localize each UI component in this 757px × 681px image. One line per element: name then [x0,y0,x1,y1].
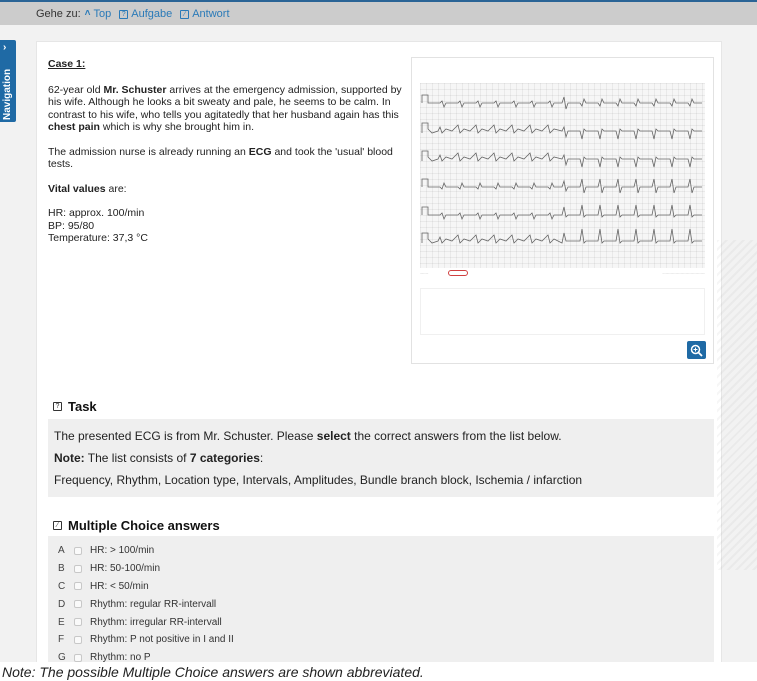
vital-temperature: Temperature: 37,3 °C [48,232,148,244]
edit-square-icon: ∕ [53,521,62,530]
navigation-label: Navigation [2,68,13,120]
answer-option-f[interactable]: F Rhythm: P not positive in I and II [58,634,234,646]
goto-top-link[interactable]: ˄ Top [84,8,112,20]
case-paragraph-1: 62-year old Mr. Schuster arrives at the emergency admission, supported by his wife. Although he looks a bit sweaty and pale, he seems to be calm. In contrast to his wife, who tells you agitatedly that her husband again has this chest pain which is why she brought him in. [48,83,402,133]
goto-label: Gehe zu: [36,8,81,20]
navigation-toggle[interactable] [0,40,16,122]
goto-bar [0,0,757,25]
goto-task-link[interactable]: ? Aufgabe [119,8,172,20]
chevron-right-icon: › [3,42,7,53]
answer-checkbox[interactable] [74,582,82,590]
case-description [48,58,408,245]
answers-heading: ∕ Multiple Choice answers [53,518,220,533]
task-note: Note: The list consists of 7 categories: [54,451,264,465]
answer-option-e[interactable]: E Rhythm: irregular RR-intervall [58,616,222,628]
case-title: Case 1: [48,58,86,70]
answer-checkbox[interactable] [74,618,82,626]
task-instruction: The presented ECG is from Mr. Schuster. Please select the correct answers from the list below. [54,429,562,443]
vital-hr: HR: approx. 100/min [48,207,145,219]
task-categories: Frequency, Rhythm, Location type, Intervals, Amplitudes, Bundle branch block, Ischemia / infarction [54,473,583,487]
edit-square-icon: ∕ [180,10,189,19]
answer-checkbox[interactable] [74,547,82,555]
goto-nav [36,8,234,20]
vital-bp: BP: 95/80 [48,219,95,232]
answer-checkbox[interactable] [74,565,82,573]
answer-option-g[interactable]: G Rhythm: no P [58,652,151,662]
question-square-icon: ? [119,10,128,19]
answer-option-c[interactable]: C HR: < 50/min [58,580,149,592]
ecg-footer [420,270,705,278]
answer-checkbox[interactable] [74,636,82,644]
answer-checkbox[interactable] [74,654,82,662]
zoom-in-icon [690,344,703,357]
question-square-icon: ? [53,402,62,411]
answer-option-b[interactable]: B HR: 50-100/min [58,563,161,575]
ecg-footer-right: ................................................... [662,271,705,275]
content-panel [36,41,722,662]
ecg-footer-left: .......... [420,271,429,275]
vital-values-heading: Vital values are: [48,182,127,195]
answers-list [48,536,714,662]
ecg-image[interactable] [420,83,705,268]
ecg-traces [420,83,705,268]
footnote: Note: The possible Multiple Choice answers are shown abbreviated. [2,664,424,680]
case-paragraph-2: The admission nurse is already running an ECG and took the 'usual' blood tests. [48,145,393,170]
answer-option-a[interactable]: A HR: > 100/min [58,545,155,557]
chevron-up-icon: ˄ [84,8,91,19]
task-box [48,419,714,497]
ecg-speed-badge [448,270,468,276]
figure-caption-box [420,288,705,335]
goto-answer-link[interactable]: ∕ Antwort [180,8,229,20]
zoom-image-button[interactable] [687,341,706,359]
task-heading: ? Task [53,399,97,414]
answer-option-d[interactable]: D Rhythm: regular RR-intervall [58,598,217,610]
answer-checkbox[interactable] [74,600,82,608]
ecg-figure [411,57,714,364]
vital-values-list [48,207,408,245]
